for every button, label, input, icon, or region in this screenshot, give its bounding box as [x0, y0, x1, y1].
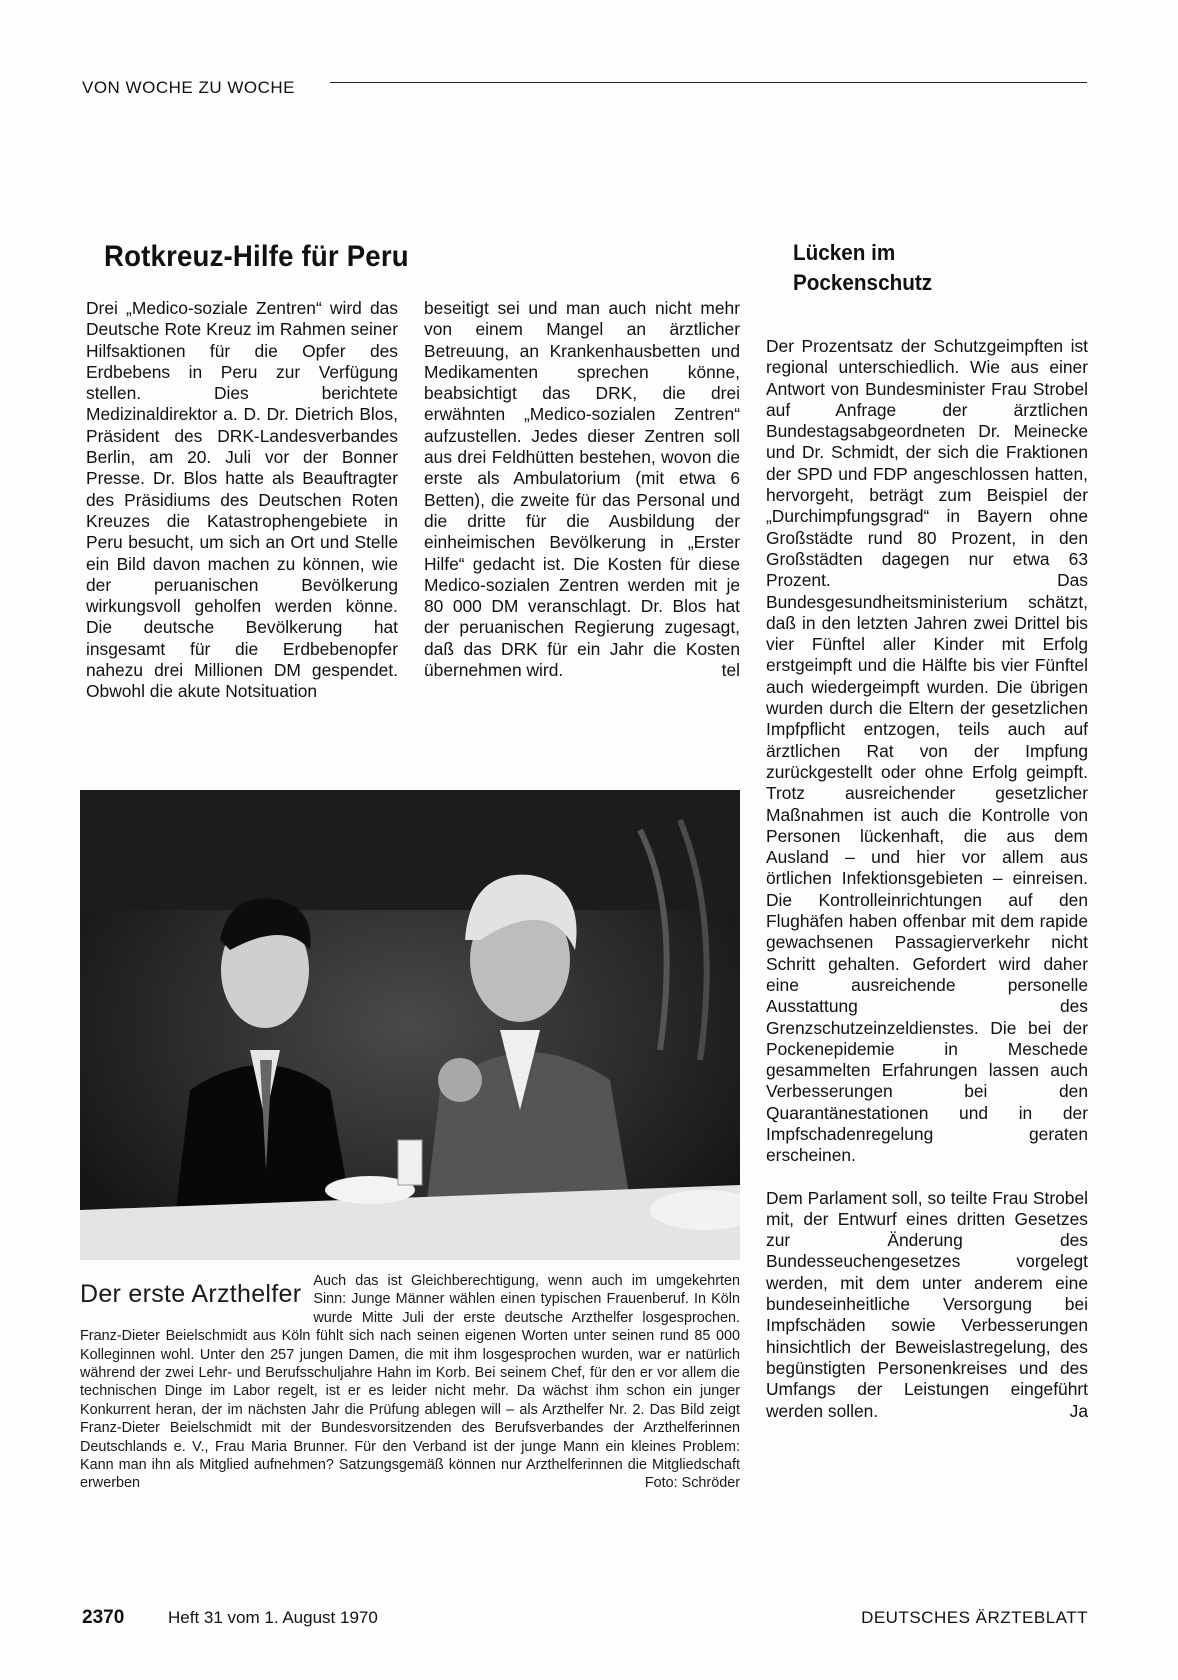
- journal-name: DEUTSCHES ÄRZTEBLATT: [861, 1608, 1088, 1627]
- header-rule: [330, 82, 1087, 83]
- page-number: 2370: [82, 1607, 125, 1628]
- article-column-1: [86, 298, 398, 703]
- sidebar-signature: Ja: [1069, 1400, 1088, 1421]
- article-text-col2: beseitigt sei und man auch nicht mehr von einem Mangel an ärztlicher Betreuung, an Krankenhausbetten und Medikamenten sprechen könne, beabsichtigt das DRK, die drei erwähnten „Medico-sozialen Zentren“ aufzustellen. Jedes dieser Zentren soll aus drei Feldhütten bestehen, wovon die erste als Ambulatorium (mit etwa 6 Betten), die zweite für das Personal und die dritte für die Ausbildung der einheimischen Bevölkerung in „Erster Hilfe“ gedacht ist. Die Kosten für diese Medico-sozialen Zentren werden mit je 80 000 DM veranschlagt. Dr. Blos hat der peruanischen Regierung zugesagt, daß das DRK für ein Jahr die Kosten übernehmen wird.: [424, 298, 740, 681]
- article-column-2: [424, 298, 740, 681]
- running-head: VON WOCHE ZU WOCHE: [82, 78, 295, 97]
- issue-info: Heft 31 vom 1. August 1970: [168, 1608, 378, 1627]
- sidebar-article-column: [766, 336, 1088, 1422]
- photo-illustration: [80, 790, 740, 1260]
- article-title: Rotkreuz-Hilfe für Peru: [104, 240, 409, 273]
- article-photo: [80, 790, 740, 1260]
- sidebar-title-line-1: Lücken im: [793, 240, 896, 265]
- sidebar-paragraph-1: Der Prozentsatz der Schutzgeimpften ist regional unterschiedlich. Wie aus einer Antwort von Bundesminister Frau Strobel auf Anfrage der ärztlichen Bundestagsabgeordneten Dr. Meinecke und Dr. Schmidt, der sich die Fraktionen der SPD und FDP angeschlossen hatten, hervorgeht, beträgt zum Beispiel der „Durchimpfungsgrad“ in Bayern ohne Großstädte rund 80 Prozent, in den Großstädten dagegen nur etwa 63 Prozent. Das Bundesgesundheitsministerium schätzt, daß in den letzten Jahren zwei Drittel bis vier Fünftel aller Kinder mit Erfolg erstgeimpft und die Hälfte bis vier Fünftel auch wiedergeimpft wurden. Die übrigen wurden durch die Eltern der gesetzlichen Impfpflicht entzogen, teils auch auf ärztlichen Rat von der Impfung zurückgestellt oder ohne Erfolg geimpft. Trotz ausreichender gesetzlicher Maßnahmen ist auch die Kontrolle von Personen lückenhaft, die aus dem Ausland – und hier vor allem aus örtlichen Infektionsgebieten – einreisen. Die Kontrolleinrichtungen auf den Flughäfen haben offenbar mit dem rapide gewachsenen Passagierverkehr nicht Schritt gehalten. Gefordert wird daher eine ausreichende personelle Ausstattung des Grenzschutzeinzeldienstes. Die bei der Pockenepidemie in Meschede gesammelten Erfahrungen lassen auch Verbesserungen bei den Quarantänestationen und in der Impfschadenregelung geraten erscheinen.: [766, 336, 1088, 1166]
- author-signature: tel: [721, 660, 740, 681]
- caption-title: Der erste Arzthelfer: [80, 1280, 302, 1308]
- article-text-col1: Drei „Medico-soziale Zentren“ wird das Deutsche Rote Kreuz im Rahmen seiner Hilfsaktionen für die Opfer des Erdbebens in Peru zur Verfügung stellen. Dies berichtete Medizinaldirektor a. D. Dr. Dietrich Blos, Präsident des DRK-Landesverbandes Berlin, am 20. Juli vor der Bonner Presse. Dr. Blos hatte als Beauftragter des Präsidiums des Deutschen Roten Kreuzes die Katastrophengebiete in Peru besucht, um sich an Ort und Stelle ein Bild davon machen zu können, wie der peruanischen Bevölkerung wirkungsvoll geholfen werden könne. Die deutsche Bevölkerung hat insgesamt für die Erdbebenopfer nahezu drei Millionen DM gespendet. Obwohl die akute Notsituation: [86, 298, 398, 702]
- sidebar-title-line-2: Pockenschutz: [793, 270, 933, 295]
- caption-text: Auch das ist Gleichberechtigung, wenn auch im umgekehrten Sinn: Junge Männer wählen einen typischen Frauenberuf. In Köln wurde Mitte Juli der erste deutsche Arzthelfer losgesprochen. Franz-Dieter Beielschmidt aus Köln fühlt sich nach seinen eigenen Worten unter seinen rund 85 000 Kolleginnen wohl. Unter den 257 jungen Damen, die mit ihm losgesprochen wurden, war er natürlich während der zwei Lehr- und Berufsschuljahre Hahn im Korb. Bei seinem Chef, für den er vor allem die technischen Dinge im Labor regelt, ist er es leider nicht mehr. Da wächst ihm schon ein junger Konkurrent heran, der im nächsten Jahr die Prüfung ablegen will – als Arzthelfer Nr. 2. Das Bild zeigt Franz-Dieter Beielschmidt mit der Bundesvorsitzenden des Berufsverbandes der Arzthelferinnen Deutschlands e. V., Frau Maria Brunner. Für den Verband ist der junge Mann ein kleines Problem: Kann man ihn als Mitglied aufnehmen? Satzungsgemäß können nur Arzthelferinnen die Mitgliedschaft erwerben: [80, 1273, 740, 1492]
- sidebar-article-title: [793, 238, 932, 298]
- photo-credit: Foto: Schröder: [644, 1475, 740, 1492]
- photo-caption: [80, 1272, 740, 1493]
- sidebar-paragraph-2: Dem Parlament soll, so teilte Frau Strobel mit, der Entwurf eines dritten Gesetzes zur Änderung des Bundesseuchengesetzes vorgelegt werden, mit dem unter anderem eine bundeseinheitliche Versorgung bei Impfschäden sowie Verbesserungen hinsichtlich der Beweislastregelung, des begünstigten Personenkreises und des Umfangs der Leistungen eingeführt werden sollen.: [766, 1187, 1088, 1421]
